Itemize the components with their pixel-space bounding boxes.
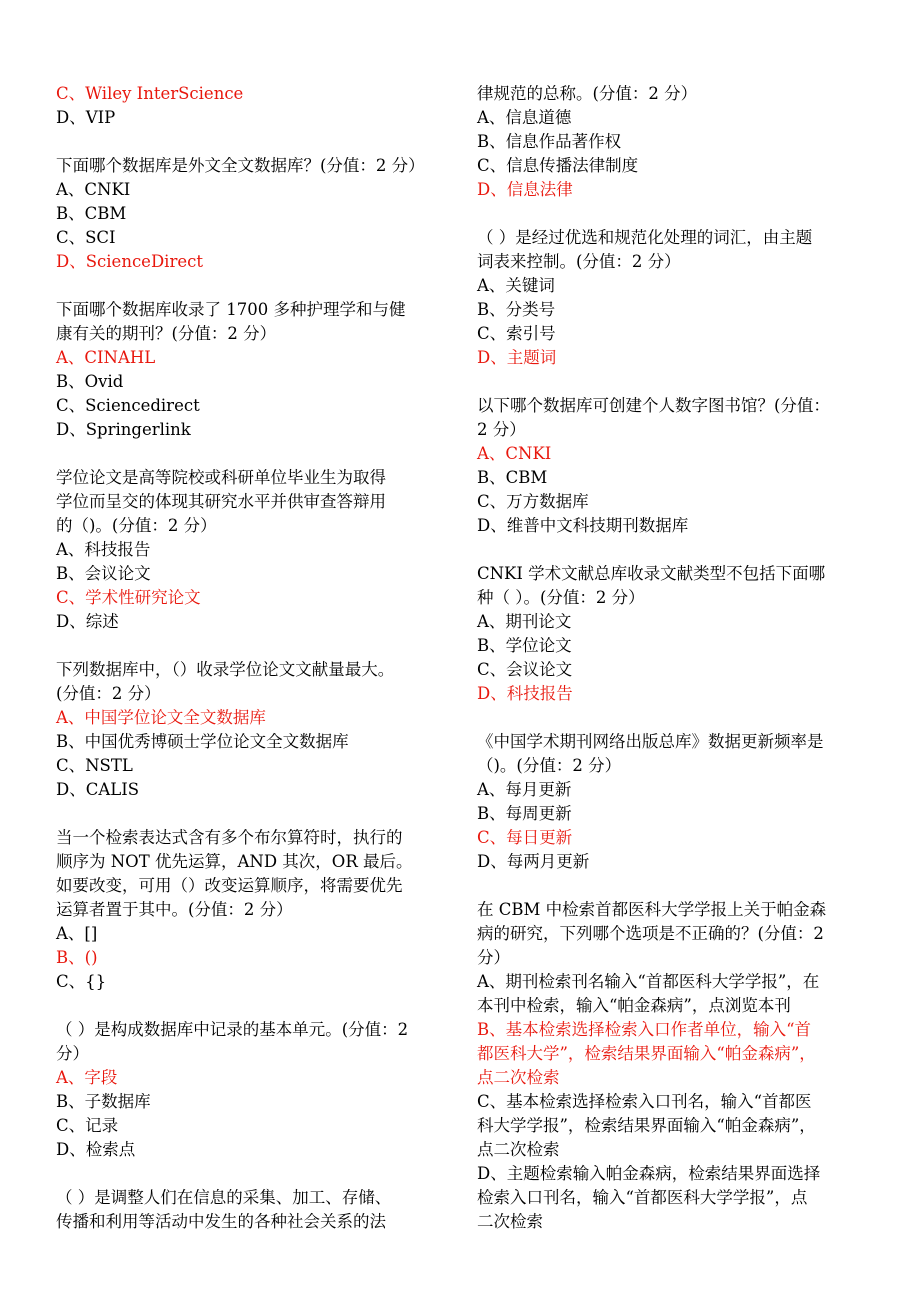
question-block	[56, 1018, 448, 1162]
answer-option: B、Ovid	[56, 372, 124, 391]
block-spacer	[477, 874, 869, 898]
question-block	[477, 730, 869, 874]
question-text: CNKI 学术文献总库收录文献类型不包括下面哪	[477, 564, 826, 583]
question-text: 分）	[56, 1044, 89, 1063]
answer-option: 科大学学报”，检索结果界面输入“帕金森病”，	[477, 1116, 816, 1135]
question-text: 学位而呈交的体现其研究水平并供审查答辩用	[56, 492, 386, 511]
answer-option: A、每月更新	[477, 780, 572, 799]
right-column	[477, 82, 869, 1234]
question-block	[56, 1186, 448, 1234]
question-text: 下列数据库中，（）收录学位论文文献量最大。	[56, 660, 395, 679]
answer-option: C、万方数据库	[477, 492, 589, 511]
question-text: 当一个检索表达式含有多个布尔算符时，执行的	[56, 828, 403, 847]
correct-answer-option: A、CINAHL	[56, 348, 156, 367]
question-text: 2 分）	[477, 420, 526, 439]
question-block	[477, 226, 869, 370]
question-text: 下面哪个数据库收录了 1700 多种护理学和与健	[56, 300, 406, 319]
answer-option: 本刊中检索，输入“帕金森病”，点浏览本刊	[477, 996, 791, 1015]
correct-answer-option: D、信息法律	[477, 180, 573, 199]
answer-option: 检索入口刊名，输入“首都医科大学学报”，点	[477, 1188, 808, 1207]
correct-answer-option: A、字段	[56, 1068, 118, 1087]
block-spacer	[56, 634, 448, 658]
question-text: 以下哪个数据库可创建个人数字图书馆？(分值：	[477, 396, 830, 415]
answer-option: C、信息传播法律制度	[477, 156, 639, 175]
question-text: （ ）是经过优选和规范化处理的词汇，由主题	[477, 228, 813, 247]
question-block	[477, 394, 869, 538]
question-text: 在 CBM 中检索首都医科大学学报上关于帕金森	[477, 900, 827, 919]
correct-answer-option: D、主题词	[477, 348, 557, 367]
answer-option: A、期刊论文	[477, 612, 572, 631]
answer-option: B、会议论文	[56, 564, 151, 583]
question-text: 康有关的期刊？(分值：2 分）	[56, 324, 277, 343]
correct-answer-option: B、基本检索选择检索入口作者单位，输入“首	[477, 1020, 812, 1039]
question-block	[477, 898, 869, 1234]
question-block	[56, 466, 448, 634]
correct-answer-option: C、Wiley InterScience	[56, 84, 244, 103]
question-text: 《中国学术期刊网络出版总库》数据更新频率是	[477, 732, 824, 751]
answer-option: D、VIP	[56, 108, 116, 127]
answer-option: C、Sciencedirect	[56, 396, 200, 415]
question-block	[56, 658, 448, 802]
question-text: 词表来控制。(分值：2 分）	[477, 252, 681, 271]
correct-answer-option: 都医科大学”，检索结果界面输入“帕金森病”，	[477, 1044, 816, 1063]
question-text: 病的研究，下列哪个选项是不正确的？(分值：2	[477, 924, 824, 943]
block-spacer	[56, 130, 448, 154]
block-spacer	[56, 274, 448, 298]
correct-answer-option: 点二次检索	[477, 1068, 560, 1087]
question-text: （ ）是构成数据库中记录的基本单元。(分值：2	[56, 1020, 409, 1039]
answer-option: C、记录	[56, 1116, 119, 1135]
block-spacer	[477, 202, 869, 226]
correct-answer-option: A、CNKI	[477, 444, 552, 463]
block-spacer	[56, 442, 448, 466]
question-text: (分值：2 分）	[56, 684, 161, 703]
answer-option: B、CBM	[477, 468, 548, 487]
block-spacer	[477, 706, 869, 730]
answer-option: A、CNKI	[56, 180, 131, 199]
question-text: 运算者置于其中。(分值：2 分）	[56, 900, 293, 919]
correct-answer-option: A、中国学位论文全文数据库	[56, 708, 266, 727]
answer-option: D、综述	[56, 612, 119, 631]
question-text: 律规范的总称。(分值：2 分）	[477, 84, 698, 103]
answer-option: D、主题检索输入帕金森病，检索结果界面选择	[477, 1164, 821, 1183]
correct-answer-option: D、ScienceDirect	[56, 252, 203, 271]
correct-answer-option: B、()	[56, 948, 98, 967]
answer-option: 点二次检索	[477, 1140, 560, 1159]
answer-option: B、学位论文	[477, 636, 572, 655]
answer-option: C、{}	[56, 972, 107, 991]
question-text: 的（)。(分值：2 分）	[56, 516, 217, 535]
block-spacer	[56, 994, 448, 1018]
question-block	[56, 826, 448, 994]
question-text: （ ）是调整人们在信息的采集、加工、存储、	[56, 1188, 392, 1207]
question-block	[56, 298, 448, 442]
answer-option: A、关键词	[477, 276, 555, 295]
answer-option: B、子数据库	[56, 1092, 151, 1111]
answer-option: B、中国优秀博硕士学位论文全文数据库	[56, 732, 349, 751]
answer-option: B、分类号	[477, 300, 556, 319]
block-spacer	[56, 802, 448, 826]
correct-answer-option: C、每日更新	[477, 828, 573, 847]
answer-option: A、[]	[56, 924, 98, 943]
question-block	[56, 154, 448, 274]
question-text: （)。(分值：2 分）	[477, 756, 622, 775]
answer-option: B、信息作品著作权	[477, 132, 622, 151]
question-text: 传播和利用等活动中发生的各种社会关系的法	[56, 1212, 386, 1231]
answer-option: C、基本检索选择检索入口刊名，输入“首都医	[477, 1092, 812, 1111]
answer-option: A、期刊检索刊名输入“首都医科大学学报”，在	[477, 972, 820, 991]
answer-option: C、会议论文	[477, 660, 573, 679]
question-text: 种（ ）。(分值：2 分）	[477, 588, 645, 607]
answer-option: D、Springerlink	[56, 420, 191, 439]
answer-option: D、CALIS	[56, 780, 140, 799]
answer-option: B、每周更新	[477, 804, 572, 823]
answer-option: C、SCI	[56, 228, 116, 247]
answer-option: A、科技报告	[56, 540, 151, 559]
correct-answer-option: D、科技报告	[477, 684, 573, 703]
answer-option: D、维普中文科技期刊数据库	[477, 516, 689, 535]
left-column	[56, 82, 448, 1234]
question-block	[56, 82, 448, 130]
question-text: 下面哪个数据库是外文全文数据库？(分值：2 分）	[56, 156, 425, 175]
answer-option: C、索引号	[477, 324, 556, 343]
answer-option: B、CBM	[56, 204, 127, 223]
answer-option: D、每两月更新	[477, 852, 590, 871]
question-block	[477, 562, 869, 706]
question-text: 如要改变，可用（）改变运算顺序，将需要优先	[56, 876, 403, 895]
answer-option: A、信息道德	[477, 108, 572, 127]
answer-option: D、检索点	[56, 1140, 136, 1159]
question-text: 分）	[477, 948, 510, 967]
question-text: 顺序为 NOT 优先运算，AND 其次，OR 最后。	[56, 852, 413, 871]
correct-answer-option: C、学术性研究论文	[56, 588, 201, 607]
answer-option: C、NSTL	[56, 756, 133, 775]
block-spacer	[477, 538, 869, 562]
block-spacer	[56, 1162, 448, 1186]
question-text: 学位论文是高等院校或科研单位毕业生为取得	[56, 468, 386, 487]
answer-option: 二次检索	[477, 1212, 543, 1231]
question-block	[477, 82, 869, 202]
block-spacer	[477, 370, 869, 394]
